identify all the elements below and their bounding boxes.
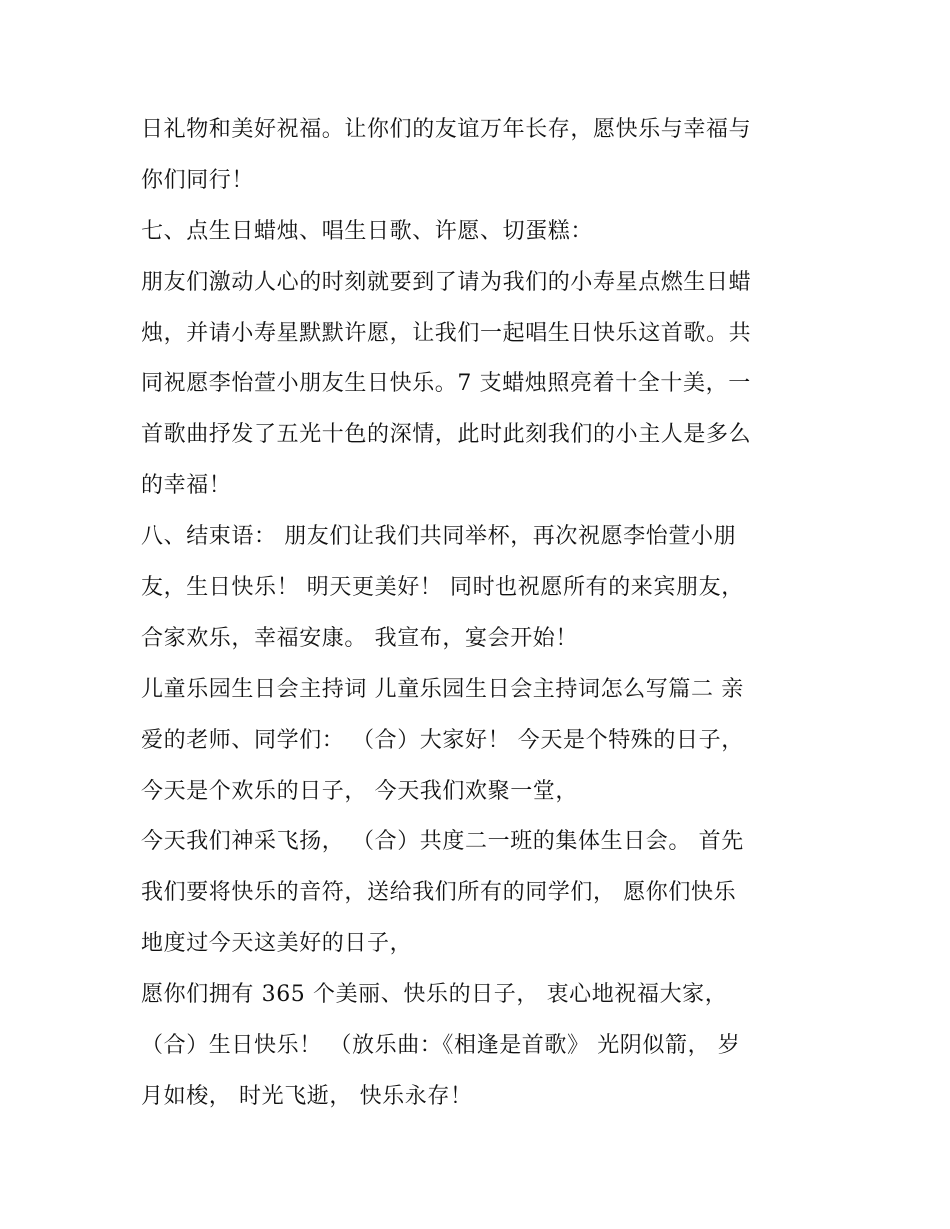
text-line: 儿童乐园生日会主持词 儿童乐园生日会主持词怎么写篇二 亲 bbox=[141, 676, 744, 702]
text-line: 朋友们激动人心的时刻就要到了请为我们的小寿星点燃生日蜡 bbox=[141, 269, 752, 295]
text-line: 日礼物和美好祝福。让你们的友谊万年长存，愿快乐与幸福与 bbox=[141, 117, 752, 142]
text-line: 地度过今天这美好的日子， bbox=[141, 931, 413, 957]
text-line: 合家欢乐，幸福安康。 我宣布，宴会开始！ bbox=[141, 625, 578, 651]
text-line: 爱的老师、同学们： （合）大家好！ 今天是个特殊的日子， bbox=[141, 727, 744, 753]
section-heading: 八、结束语： 朋友们让我们共同举杯，再次祝愿李怡萱小朋 bbox=[141, 524, 737, 550]
text-line: 愿你们拥有 365 个美丽、快乐的日子， 衷心地祝福大家， bbox=[141, 982, 728, 1008]
text-line: 首歌曲抒发了五光十色的深情，此时此刻我们的小主人是多么 bbox=[141, 422, 752, 448]
text-line: 月如梭， 时光飞逝， 快乐永存！ bbox=[141, 1083, 473, 1109]
text-line: 的幸福！ bbox=[141, 473, 232, 499]
document-body bbox=[141, 105, 841, 1123]
text-line: 同祝愿李怡萱小朋友生日快乐。7 支蜡烛照亮着十全十美，一 bbox=[141, 371, 751, 397]
text-line: 你们同行！ bbox=[141, 167, 255, 193]
text-line: 今天我们神采飞扬， （合）共度二一班的集体生日会。 首先 bbox=[141, 829, 744, 855]
text-line: 我们要将快乐的音符，送给我们所有的同学们， 愿你们快乐 bbox=[141, 880, 737, 906]
section-heading: 七、点生日蜡烛、唱生日歌、许愿、切蛋糕： bbox=[141, 218, 594, 244]
text-line: 友，生日快乐！ 明天更美好！ 同时也祝愿所有的来宾朋友， bbox=[141, 575, 744, 601]
text-line: 烛，并请小寿星默默许愿，让我们一起唱生日快乐这首歌。共 bbox=[141, 320, 752, 346]
text-line: 今天是个欢乐的日子， 今天我们欢聚一堂， bbox=[141, 778, 578, 804]
text-line: （合）生日快乐！ （放乐曲：《相逢是首歌》 光阴似箭， 岁 bbox=[141, 1033, 741, 1059]
